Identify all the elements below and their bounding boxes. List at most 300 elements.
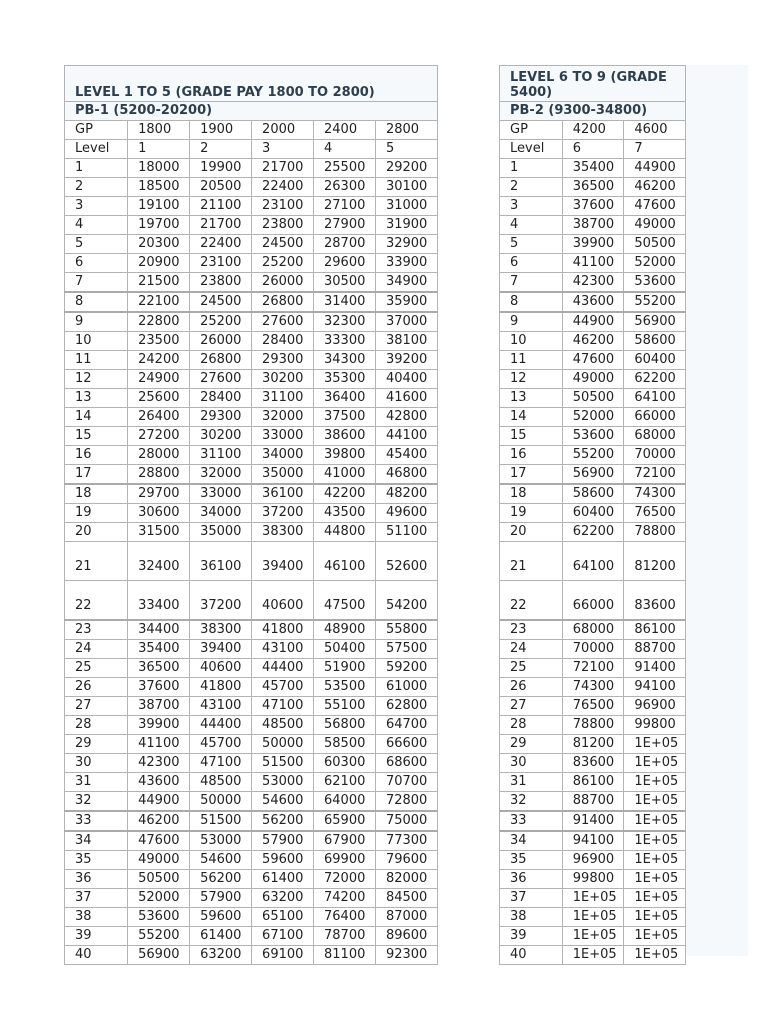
table-row [65, 427, 438, 446]
pay-value-cell: 31400 [314, 292, 376, 312]
table-row [65, 408, 438, 427]
pay-value-cell: 50500 [562, 389, 624, 408]
pay-value-cell: 58600 [562, 484, 624, 504]
stage-number-cell: 6 [65, 254, 128, 273]
stage-number-cell: 9 [500, 312, 563, 332]
stage-number-cell: 13 [65, 389, 128, 408]
pay-value-cell: 49600 [375, 504, 437, 523]
pay-value-cell: 48500 [252, 716, 314, 735]
pay-value-cell: 28800 [128, 465, 190, 485]
pay-value-cell: 1E+05 [624, 735, 686, 754]
pay-value-cell: 41000 [314, 465, 376, 485]
table-row [500, 620, 686, 640]
level-cell: 2 [190, 140, 252, 159]
grade-pay-row [65, 121, 438, 140]
pay-value-cell: 99800 [562, 870, 624, 889]
stage-number-cell: 3 [500, 197, 563, 216]
pay-value-cell: 55800 [375, 620, 437, 640]
table-row [500, 542, 686, 581]
pay-value-cell: 39200 [375, 351, 437, 370]
table-row [500, 504, 686, 523]
pay-value-cell: 62200 [624, 370, 686, 389]
pay-value-cell: 68000 [562, 620, 624, 640]
stage-number-cell: 10 [65, 332, 128, 351]
pay-value-cell: 42200 [314, 484, 376, 504]
pay-value-cell: 37200 [190, 581, 252, 621]
pay-value-cell: 21700 [190, 216, 252, 235]
pay-value-cell: 24200 [128, 351, 190, 370]
pay-value-cell: 25600 [128, 389, 190, 408]
table-row [65, 811, 438, 831]
pay-value-cell: 65900 [314, 811, 376, 831]
table-row [500, 640, 686, 659]
pay-value-cell: 21500 [128, 273, 190, 293]
pay-value-cell: 1E+05 [624, 889, 686, 908]
pay-value-cell: 27600 [252, 312, 314, 332]
pay-value-cell: 56900 [128, 946, 190, 965]
table-row [65, 792, 438, 812]
stage-number-cell: 7 [500, 273, 563, 293]
pay-value-cell: 52000 [624, 254, 686, 273]
pay-value-cell: 58600 [624, 332, 686, 351]
pay-value-cell: 69900 [314, 851, 376, 870]
pay-value-cell: 31100 [190, 446, 252, 465]
pay-value-cell: 26400 [128, 408, 190, 427]
stage-number-cell: 35 [500, 851, 563, 870]
pay-value-cell: 20300 [128, 235, 190, 254]
pay-value-cell: 41800 [252, 620, 314, 640]
stage-number-cell: 11 [500, 351, 563, 370]
table-row [500, 678, 686, 697]
pay-value-cell: 42300 [562, 273, 624, 293]
stage-number-cell: 37 [65, 889, 128, 908]
table-row [65, 927, 438, 946]
stage-number-cell: 31 [500, 773, 563, 792]
pay-value-cell: 40600 [190, 659, 252, 678]
pay-value-cell: 76400 [314, 908, 376, 927]
pay-value-cell: 43500 [314, 504, 376, 523]
pay-value-cell: 70700 [375, 773, 437, 792]
pay-value-cell: 52600 [375, 542, 437, 581]
pay-value-cell: 62100 [314, 773, 376, 792]
pay-value-cell: 35300 [314, 370, 376, 389]
pay-value-cell: 41100 [128, 735, 190, 754]
gp-cell: 1800 [128, 121, 190, 140]
pay-value-cell: 41100 [562, 254, 624, 273]
pay-value-cell: 78800 [562, 716, 624, 735]
stage-number-cell: 23 [65, 620, 128, 640]
gp-cell: 1900 [190, 121, 252, 140]
pay-value-cell: 19100 [128, 197, 190, 216]
gp-cell: 2000 [252, 121, 314, 140]
pay-value-cell: 86100 [624, 620, 686, 640]
pay-value-cell: 18500 [128, 178, 190, 197]
stage-number-cell: 40 [500, 946, 563, 965]
level-header: Level [500, 140, 563, 159]
gp-cell: 4600 [624, 121, 686, 140]
pay-value-cell: 56200 [252, 811, 314, 831]
pay-value-cell: 62800 [375, 697, 437, 716]
pay-value-cell: 18000 [128, 159, 190, 178]
pay-value-cell: 52000 [128, 889, 190, 908]
pay-value-cell: 47600 [624, 197, 686, 216]
table-row [65, 659, 438, 678]
pay-value-cell: 34000 [190, 504, 252, 523]
table-row [500, 946, 686, 965]
pay-value-cell: 67100 [252, 927, 314, 946]
table-row [65, 542, 438, 581]
level-cell: 7 [624, 140, 686, 159]
pay-value-cell: 39800 [314, 446, 376, 465]
stage-number-cell: 36 [500, 870, 563, 889]
pay-value-cell: 44800 [314, 523, 376, 542]
table-row [500, 927, 686, 946]
pay-value-cell: 41600 [375, 389, 437, 408]
pay-value-cell: 44900 [624, 159, 686, 178]
pay-value-cell: 81100 [314, 946, 376, 965]
stage-number-cell: 14 [500, 408, 563, 427]
pay-value-cell: 48900 [314, 620, 376, 640]
stage-number-cell: 20 [65, 523, 128, 542]
table-row [500, 811, 686, 831]
pay-value-cell: 26000 [252, 273, 314, 293]
pay-value-cell: 55200 [624, 292, 686, 312]
pay-value-cell: 1E+05 [624, 908, 686, 927]
table-subtitle-row [65, 102, 438, 121]
pay-value-cell: 24900 [128, 370, 190, 389]
pay-band-label: PB-1 (5200-20200) [65, 102, 438, 121]
table-row [65, 889, 438, 908]
pay-value-cell: 38300 [190, 620, 252, 640]
stage-number-cell: 33 [65, 811, 128, 831]
stage-number-cell: 36 [65, 870, 128, 889]
table-row [500, 351, 686, 370]
pay-matrix-table-level-1-to-5 [64, 65, 438, 965]
table-row [500, 178, 686, 197]
pay-matrix-table-level-6-to-9 [499, 65, 686, 965]
pay-value-cell: 30200 [190, 427, 252, 446]
pay-value-cell: 26300 [314, 178, 376, 197]
table-row [65, 197, 438, 216]
stage-number-cell: 8 [65, 292, 128, 312]
table-row [500, 427, 686, 446]
pay-value-cell: 94100 [562, 831, 624, 851]
table-row [65, 389, 438, 408]
pay-value-cell: 1E+05 [562, 889, 624, 908]
pay-value-cell: 48500 [190, 773, 252, 792]
pay-value-cell: 81200 [562, 735, 624, 754]
table-row [500, 273, 686, 293]
pay-value-cell: 26800 [190, 351, 252, 370]
pay-value-cell: 65100 [252, 908, 314, 927]
pay-value-cell: 22400 [252, 178, 314, 197]
pay-value-cell: 53500 [314, 678, 376, 697]
pay-value-cell: 38700 [128, 697, 190, 716]
pay-value-cell: 62200 [562, 523, 624, 542]
stage-number-cell: 39 [65, 927, 128, 946]
pay-value-cell: 77300 [375, 831, 437, 851]
table-row [65, 273, 438, 293]
pay-value-cell: 44400 [252, 659, 314, 678]
pay-value-cell: 32000 [190, 465, 252, 485]
table-row [65, 754, 438, 773]
pay-value-cell: 23500 [128, 332, 190, 351]
table-row [500, 792, 686, 812]
pay-value-cell: 30600 [128, 504, 190, 523]
table-row [65, 446, 438, 465]
pay-value-cell: 64000 [314, 792, 376, 812]
pay-value-cell: 72100 [624, 465, 686, 485]
pay-value-cell: 86100 [562, 773, 624, 792]
pay-value-cell: 33400 [128, 581, 190, 621]
pay-value-cell: 35000 [190, 523, 252, 542]
pay-value-cell: 96900 [624, 697, 686, 716]
pay-value-cell: 37600 [128, 678, 190, 697]
pay-value-cell: 45700 [190, 735, 252, 754]
table-row [65, 851, 438, 870]
pay-value-cell: 74300 [624, 484, 686, 504]
table-row [500, 332, 686, 351]
pay-value-cell: 30200 [252, 370, 314, 389]
table-row [500, 659, 686, 678]
pay-value-cell: 1E+05 [624, 773, 686, 792]
pay-value-cell: 60400 [562, 504, 624, 523]
pay-value-cell: 61400 [252, 870, 314, 889]
pay-value-cell: 82000 [375, 870, 437, 889]
stage-number-cell: 15 [500, 427, 563, 446]
pay-value-cell: 46200 [128, 811, 190, 831]
pay-value-cell: 1E+05 [624, 811, 686, 831]
table-row [500, 254, 686, 273]
pay-value-cell: 36500 [562, 178, 624, 197]
stage-number-cell: 26 [500, 678, 563, 697]
table-row [65, 159, 438, 178]
pay-value-cell: 1E+05 [562, 927, 624, 946]
pay-value-cell: 68000 [624, 427, 686, 446]
pay-value-cell: 37000 [375, 312, 437, 332]
pay-value-cell: 39900 [128, 716, 190, 735]
pay-value-cell: 64700 [375, 716, 437, 735]
pay-value-cell: 38600 [314, 427, 376, 446]
pay-value-cell: 69100 [252, 946, 314, 965]
right-panel-background [686, 65, 748, 956]
stage-number-cell: 16 [65, 446, 128, 465]
pay-value-cell: 47600 [562, 351, 624, 370]
table-row [500, 716, 686, 735]
pay-value-cell: 49000 [562, 370, 624, 389]
table-row [65, 678, 438, 697]
pay-band-label: PB-2 (9300-34800) [500, 102, 686, 121]
pay-value-cell: 41800 [190, 678, 252, 697]
pay-value-cell: 50500 [624, 235, 686, 254]
pay-value-cell: 19900 [190, 159, 252, 178]
gp-cell: 2800 [375, 121, 437, 140]
pay-value-cell: 1E+05 [624, 946, 686, 965]
stage-number-cell: 33 [500, 811, 563, 831]
stage-number-cell: 12 [500, 370, 563, 389]
stage-number-cell: 10 [500, 332, 563, 351]
pay-value-cell: 64100 [624, 389, 686, 408]
table-subtitle-row [500, 102, 686, 121]
pay-value-cell: 66000 [562, 581, 624, 621]
table-row [65, 523, 438, 542]
pay-value-cell: 24500 [190, 292, 252, 312]
stage-number-cell: 38 [65, 908, 128, 927]
pay-value-cell: 39400 [190, 640, 252, 659]
pay-value-cell: 28700 [314, 235, 376, 254]
stage-number-cell: 4 [500, 216, 563, 235]
pay-value-cell: 33900 [375, 254, 437, 273]
pay-value-cell: 36100 [252, 484, 314, 504]
stage-number-cell: 24 [65, 640, 128, 659]
pay-value-cell: 29300 [252, 351, 314, 370]
pay-value-cell: 37500 [314, 408, 376, 427]
pay-value-cell: 66000 [624, 408, 686, 427]
pay-value-cell: 24500 [252, 235, 314, 254]
pay-value-cell: 99800 [624, 716, 686, 735]
pay-value-cell: 43100 [190, 697, 252, 716]
pay-value-cell: 52000 [562, 408, 624, 427]
pay-value-cell: 55100 [314, 697, 376, 716]
pay-value-cell: 38300 [252, 523, 314, 542]
pay-value-cell: 46800 [375, 465, 437, 485]
pay-value-cell: 47100 [190, 754, 252, 773]
pay-value-cell: 38700 [562, 216, 624, 235]
gp-cell: 2400 [314, 121, 376, 140]
table-row [65, 504, 438, 523]
table-row [500, 370, 686, 389]
stage-number-cell: 22 [65, 581, 128, 621]
table-row [500, 831, 686, 851]
table-row [65, 178, 438, 197]
stage-number-cell: 2 [65, 178, 128, 197]
stage-number-cell: 24 [500, 640, 563, 659]
pay-value-cell: 78700 [314, 927, 376, 946]
pay-value-cell: 53000 [190, 831, 252, 851]
pay-value-cell: 54200 [375, 581, 437, 621]
table-row [500, 754, 686, 773]
table-row [500, 197, 686, 216]
table-row [500, 851, 686, 870]
pay-value-cell: 46100 [314, 542, 376, 581]
pay-value-cell: 63200 [190, 946, 252, 965]
pay-value-cell: 34000 [252, 446, 314, 465]
pay-value-cell: 57900 [252, 831, 314, 851]
stage-number-cell: 8 [500, 292, 563, 312]
pay-value-cell: 56900 [624, 312, 686, 332]
pay-value-cell: 47500 [314, 581, 376, 621]
pay-value-cell: 55200 [128, 927, 190, 946]
pay-value-cell: 25200 [252, 254, 314, 273]
stage-number-cell: 25 [65, 659, 128, 678]
pay-value-cell: 53600 [128, 908, 190, 927]
pay-value-cell: 1E+05 [624, 792, 686, 812]
stage-number-cell: 32 [65, 792, 128, 812]
pay-value-cell: 55200 [562, 446, 624, 465]
pay-value-cell: 39900 [562, 235, 624, 254]
table-row [65, 370, 438, 389]
stage-number-cell: 6 [500, 254, 563, 273]
pay-value-cell: 34300 [314, 351, 376, 370]
table-row [65, 351, 438, 370]
pay-value-cell: 74200 [314, 889, 376, 908]
pay-value-cell: 67900 [314, 831, 376, 851]
pay-value-cell: 29200 [375, 159, 437, 178]
pay-value-cell: 91400 [562, 811, 624, 831]
pay-value-cell: 46200 [562, 332, 624, 351]
pay-value-cell: 44900 [128, 792, 190, 812]
pay-value-cell: 35900 [375, 292, 437, 312]
pay-value-cell: 58500 [314, 735, 376, 754]
gp-header: GP [500, 121, 563, 140]
pay-value-cell: 23100 [190, 254, 252, 273]
pay-value-cell: 59200 [375, 659, 437, 678]
pay-value-cell: 31000 [375, 197, 437, 216]
pay-value-cell: 76500 [562, 697, 624, 716]
pay-value-cell: 96900 [562, 851, 624, 870]
pay-value-cell: 56900 [562, 465, 624, 485]
pay-value-cell: 72000 [314, 870, 376, 889]
pay-value-cell: 92300 [375, 946, 437, 965]
pay-value-cell: 54600 [252, 792, 314, 812]
stage-number-cell: 1 [500, 159, 563, 178]
pay-value-cell: 89600 [375, 927, 437, 946]
pay-value-cell: 54600 [190, 851, 252, 870]
pay-value-cell: 31500 [128, 523, 190, 542]
pay-value-cell: 79600 [375, 851, 437, 870]
table-row [500, 216, 686, 235]
table-row [500, 408, 686, 427]
table-row [65, 235, 438, 254]
pay-value-cell: 35400 [562, 159, 624, 178]
pay-value-cell: 26000 [190, 332, 252, 351]
pay-value-cell: 37600 [562, 197, 624, 216]
stage-number-cell: 14 [65, 408, 128, 427]
pay-value-cell: 25200 [190, 312, 252, 332]
pay-value-cell: 51500 [190, 811, 252, 831]
grade-pay-row [500, 121, 686, 140]
stage-number-cell: 31 [65, 773, 128, 792]
table-row [500, 697, 686, 716]
table-row [500, 292, 686, 312]
stage-number-cell: 30 [65, 754, 128, 773]
pay-value-cell: 53000 [252, 773, 314, 792]
table-row [65, 216, 438, 235]
table-row [500, 889, 686, 908]
table-row [65, 946, 438, 965]
table-row [65, 292, 438, 312]
stage-number-cell: 9 [65, 312, 128, 332]
pay-value-cell: 42800 [375, 408, 437, 427]
pay-value-cell: 66600 [375, 735, 437, 754]
pay-value-cell: 61000 [375, 678, 437, 697]
stage-number-cell: 21 [65, 542, 128, 581]
pay-value-cell: 50000 [252, 735, 314, 754]
gp-cell: 4200 [562, 121, 624, 140]
table-row [65, 735, 438, 754]
pay-value-cell: 28400 [252, 332, 314, 351]
stage-number-cell: 3 [65, 197, 128, 216]
pay-value-cell: 19700 [128, 216, 190, 235]
pay-value-cell: 68600 [375, 754, 437, 773]
table-row [65, 831, 438, 851]
pay-value-cell: 40400 [375, 370, 437, 389]
pay-value-cell: 27100 [314, 197, 376, 216]
pay-value-cell: 22100 [128, 292, 190, 312]
pay-value-cell: 33300 [314, 332, 376, 351]
pay-value-cell: 32900 [375, 235, 437, 254]
pay-value-cell: 57900 [190, 889, 252, 908]
